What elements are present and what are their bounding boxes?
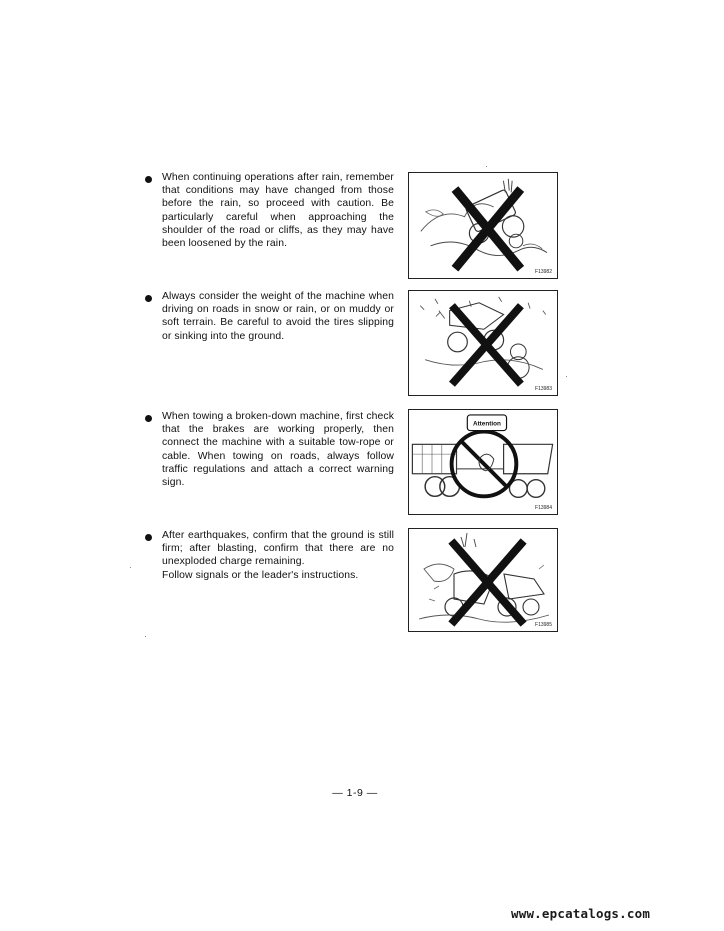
- section-3-text: When towing a broken-down machine, first check that the brakes are working properly, then connect the machine with a suitable tow-rope or cable. When towing on roads, always follow traffic regulations and attach a correct warning sign.: [162, 411, 394, 489]
- section-2-text: Always consider the weight of the machine when driving on roads in snow or rain, or on muddy or soft terrain. Be careful to avoid the tires slipping or sinking into the ground.: [162, 291, 394, 342]
- section-3-figure: [408, 409, 558, 515]
- section-2-figure: [408, 290, 558, 396]
- scan-speck: [486, 166, 487, 167]
- figure-code: F13984: [535, 505, 552, 511]
- section-1-figure: [408, 172, 558, 279]
- machine-tipping-off-wet-cliff-illustration: [409, 173, 557, 275]
- bullet-point: [145, 410, 155, 420]
- machine-in-earthquake-illustration: [409, 529, 557, 631]
- machine-sliding-in-snow-illustration: [409, 291, 557, 393]
- section-4-text: After earthquakes, confirm that the ground is still firm; after blasting, confirm that there are no unexploded charge remaining. Follow signals or the leader's instructions.: [162, 530, 394, 581]
- bullet-point: [145, 290, 155, 300]
- page-number: — 1-9 —: [332, 787, 378, 799]
- watermark-link[interactable]: www.epcatalogs.com: [511, 906, 651, 921]
- section-4-figure: [408, 528, 558, 632]
- bullet-point: [145, 171, 155, 181]
- figure-code: F13983: [535, 386, 552, 392]
- section-1-text: When continuing operations after rain, remember that conditions may have changed from those before the rain, so proceed with caution. Be particularly careful when approaching the shoulder of the road or cliffs, as they may have been loosened by the rain.: [162, 172, 394, 250]
- scan-speck: [130, 567, 131, 568]
- dump-truck-towing-warning-illustration: [409, 410, 557, 512]
- figure-code: F13982: [535, 269, 552, 275]
- attention-sign-text: Attention: [472, 420, 501, 428]
- figure-code: F13985: [535, 622, 552, 628]
- bullet-point: [145, 529, 155, 539]
- scan-speck: [566, 376, 567, 377]
- scan-speck: [145, 636, 146, 637]
